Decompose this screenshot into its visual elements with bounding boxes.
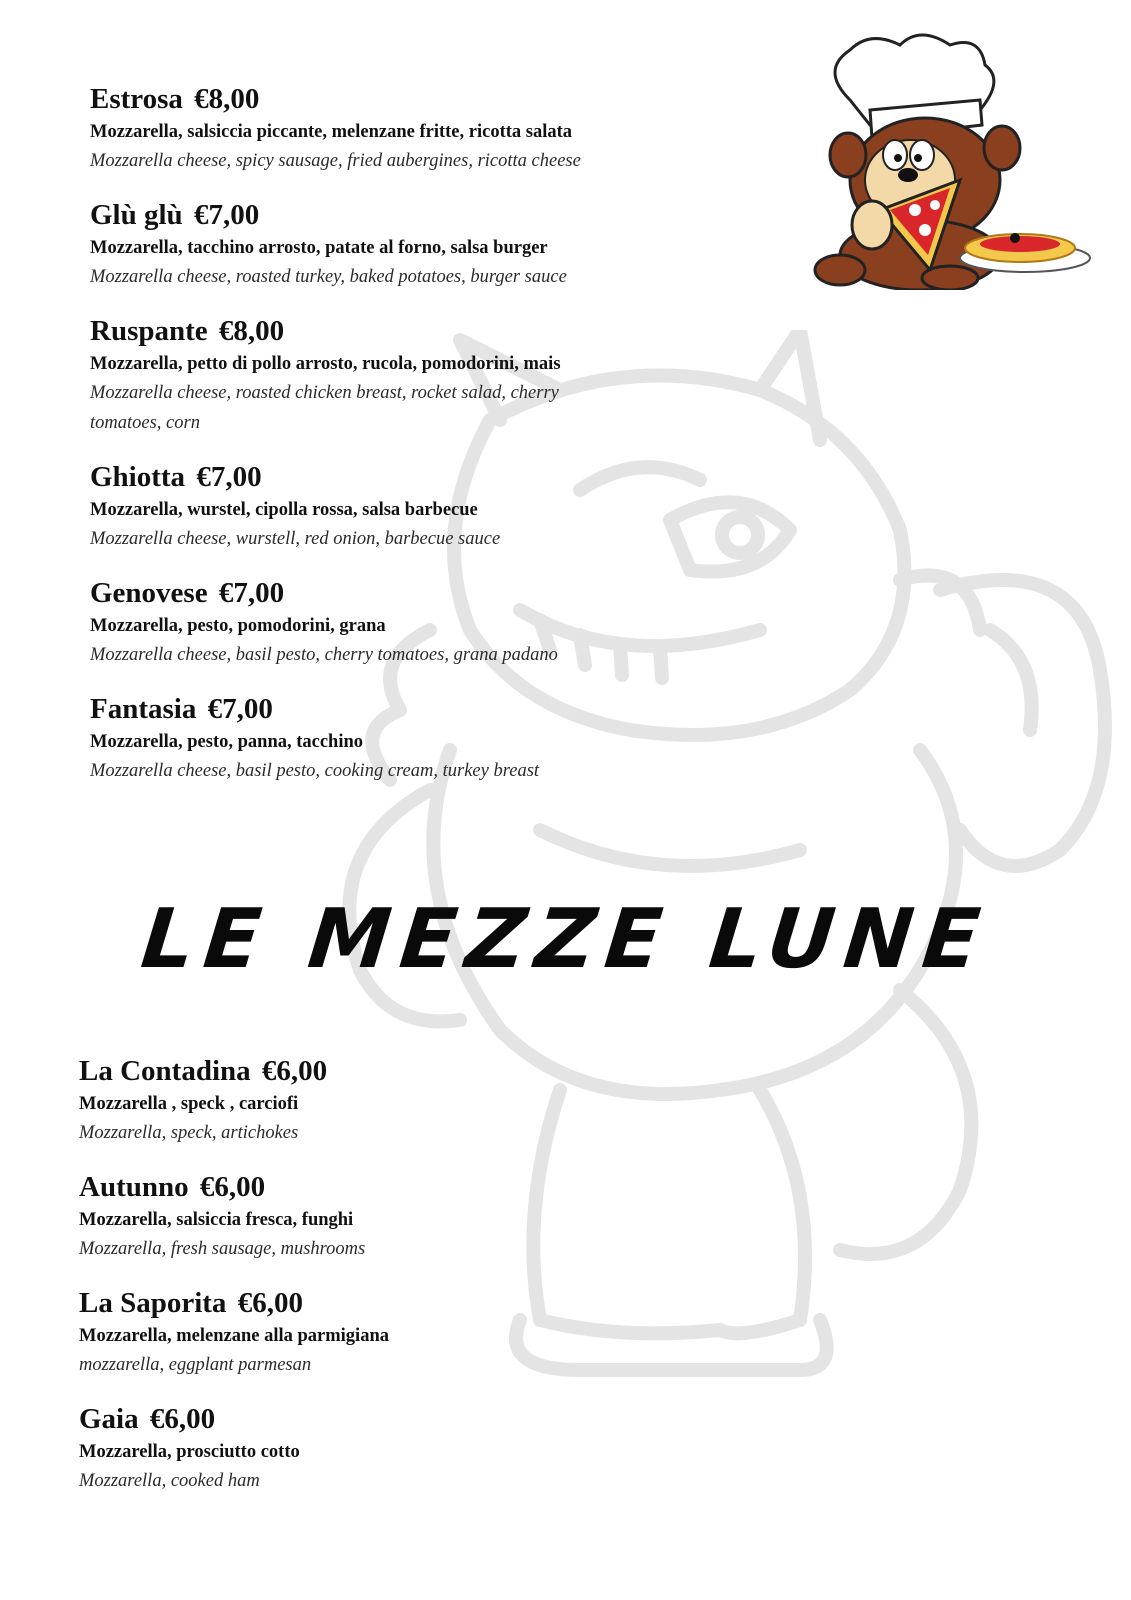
item-ingredients-italian: Mozzarella , speck , carciofi (79, 1094, 299, 1114)
item-ingredients-italian: Mozzarella, salsiccia fresca, funghi (79, 1210, 354, 1230)
item-ingredients-english: mozzarella, eggplant parmesan (79, 1355, 312, 1375)
item-title (79, 1284, 719, 1322)
menu-item (90, 312, 730, 438)
item-name: Ruspante (90, 315, 208, 347)
item-title (90, 196, 730, 234)
item-title (90, 690, 730, 728)
item-price: €6,00 (199, 1171, 266, 1203)
pizza-list-top (90, 80, 730, 786)
item-ingredients-italian: Mozzarella, pesto, pomodorini, grana (90, 616, 386, 636)
item-ingredients-english: Mozzarella cheese, wurstell, red onion, barbecue sauce (90, 529, 501, 549)
item-ingredients-italian: Mozzarella, tacchino arrosto, patate al forno, salsa burger (90, 238, 548, 258)
item-price: €8,00 (194, 83, 260, 115)
item-price: €6,00 (261, 1055, 328, 1087)
menu-item (90, 574, 730, 670)
menu-item (90, 196, 730, 292)
item-title (90, 574, 730, 612)
item-ingredients-italian: Mozzarella, melenzane alla parmigiana (79, 1326, 389, 1346)
item-ingredients-english: Mozzarella cheese, basil pesto, cherry tomatoes, grana padano (90, 645, 558, 665)
item-price: €7,00 (193, 199, 260, 231)
item-price: €7,00 (207, 693, 273, 725)
item-ingredients-english: Mozzarella cheese, basil pesto, cooking cream, turkey breast (90, 761, 540, 781)
item-ingredients-italian: Mozzarella, wurstel, cipolla rossa, salsa barbecue (90, 500, 478, 520)
menu-item (79, 1400, 719, 1496)
item-name: Genovese (90, 577, 208, 609)
item-title (79, 1052, 719, 1090)
item-ingredients-italian: Mozzarella, prosciutto cotto (79, 1442, 300, 1462)
item-title (90, 80, 730, 118)
item-ingredients-english: Mozzarella, speck, artichokes (79, 1123, 299, 1143)
item-title (79, 1400, 719, 1438)
item-title (90, 312, 730, 350)
item-name: Estrosa (90, 83, 183, 115)
item-price: €7,00 (218, 577, 285, 609)
menu-item (90, 458, 730, 554)
item-title (90, 458, 730, 496)
item-name: Autunno (79, 1171, 189, 1203)
item-name: La Contadina (79, 1055, 251, 1087)
item-price: €8,00 (218, 315, 285, 347)
chef-mascot-icon (810, 30, 1095, 290)
menu-item (79, 1284, 719, 1380)
item-ingredients-italian: Mozzarella, salsiccia piccante, melenzane fritte, ricotta salata (90, 122, 573, 142)
item-price: €7,00 (196, 461, 262, 493)
item-ingredients-italian: Mozzarella, pesto, panna, tacchino (90, 732, 364, 752)
menu-item (90, 80, 730, 176)
item-price: €6,00 (149, 1403, 216, 1435)
item-title (79, 1168, 719, 1206)
item-ingredients-english: Mozzarella cheese, roasted chicken breast, rocket salad, cherry tomatoes, corn (90, 383, 559, 433)
item-ingredients-english: Mozzarella cheese, spicy sausage, fried aubergines, ricotta cheese (90, 151, 581, 171)
mezze-lune-list (79, 1052, 719, 1496)
menu-item (79, 1052, 719, 1148)
item-ingredients-english: Mozzarella cheese, roasted turkey, baked potatoes, burger sauce (90, 267, 567, 287)
item-price: €6,00 (237, 1287, 303, 1319)
item-name: Ghiotta (90, 461, 186, 493)
item-ingredients-english: Mozzarella, cooked ham (79, 1471, 260, 1491)
item-name: Gaia (79, 1403, 139, 1435)
item-ingredients-english: Mozzarella, fresh sausage, mushrooms (79, 1239, 366, 1259)
menu-item (79, 1168, 719, 1264)
item-ingredients-italian: Mozzarella, petto di pollo arrosto, rucola, pomodorini, mais (90, 354, 561, 374)
menu-item (90, 690, 730, 786)
item-name: Fantasia (90, 693, 197, 725)
section-heading: LE MEZZE LUNE (137, 892, 994, 987)
item-name: Glù glù (90, 199, 183, 231)
item-name: La Saporita (79, 1287, 227, 1319)
